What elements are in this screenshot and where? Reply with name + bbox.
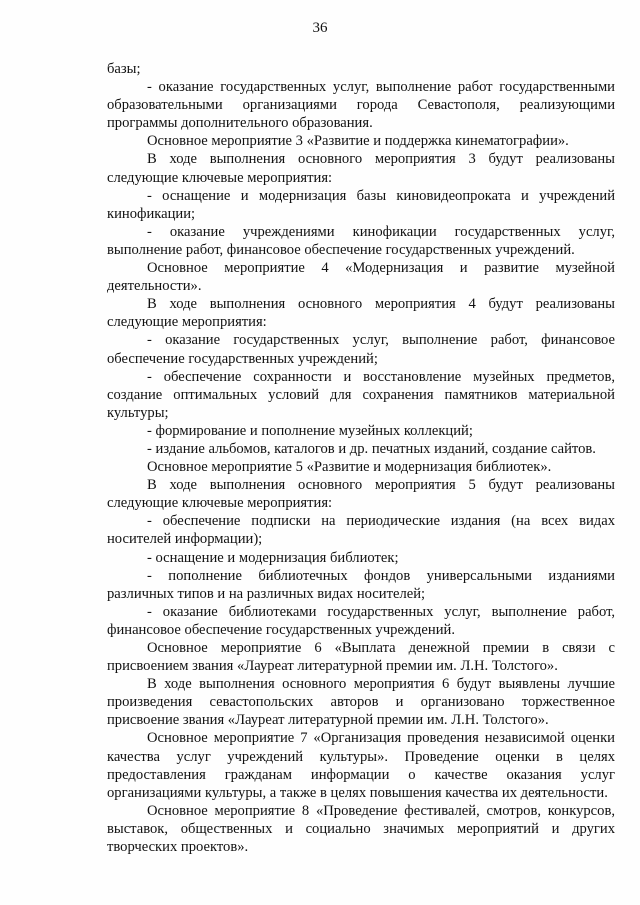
list-item: - пополнение библиотечных фондов универсальными изданиями различных типов и на различных видах носителей; <box>107 567 615 602</box>
paragraph: В ходе выполнения основного мероприятия 5 будут реализованы следующие ключевые мероприятия: <box>107 477 615 512</box>
section-heading: Основное мероприятие 7 «Организация проведения независимой оценки качества услуг учреждений культуры». Проведение оценки в целях предоставления гражданам информации о качестве оказания услуг организациями культуры, а также в целях повышения качества их деятельности. <box>107 730 615 801</box>
list-item: - оказание государственных услуг, выполнение работ государственными образовательными организациями города Севастополя, реализующими программы дополнительного образования. <box>107 79 615 132</box>
section-heading: Основное мероприятие 4 «Модернизация и развитие музейной деятельности». <box>107 260 615 295</box>
paragraph: В ходе выполнения основного мероприятия 6 будут выявлены лучшие произведения севастопольских авторов и организовано торжественное присвоение звания «Лауреат литературной премии им. Л.Н. Толстого». <box>107 676 615 729</box>
list-item: - формирование и пополнение музейных коллекций; <box>147 422 473 439</box>
section-heading: Основное мероприятие 5 «Развитие и модернизация библиотек». <box>147 459 552 476</box>
list-item: - оказание учреждениями кинофикации государственных услуг, выполнение работ, финансовое обеспечение государственных учреждений. <box>107 223 615 258</box>
list-item: - оказание библиотеками государственных услуг, выполнение работ, финансовое обеспечение государственных учреждений. <box>107 603 615 638</box>
document-body <box>107 60 615 856</box>
list-item: - обеспечение подписки на периодические издания (на всех видах носителей информации); <box>107 513 615 548</box>
section-heading: Основное мероприятие 6 «Выплата денежной премии в связи с присвоением звания «Лауреат литературной премии им. Л.Н. Толстого». <box>107 640 615 675</box>
section-heading: Основное мероприятие 3 «Развитие и поддержка кинематографии». <box>147 133 569 150</box>
paragraph: В ходе выполнения основного мероприятия 3 будут реализованы следующие ключевые мероприятия: <box>107 151 615 186</box>
section-heading: Основное мероприятие 8 «Проведение фестивалей, смотров, конкурсов, выставок, общественных и социально значимых мероприятий и других творческих проектов». <box>107 802 615 856</box>
list-item: - оснащение и модернизация базы киновидеопроката и учреждений кинофикации; <box>107 187 615 222</box>
list-item: - издание альбомов, каталогов и др. печатных изданий, создание сайтов. <box>147 440 596 457</box>
paragraph: базы; <box>107 61 141 77</box>
list-item: - обеспечение сохранности и восстановление музейных предметов, создание оптимальных условий для сохранения памятников материальной культуры; <box>107 368 615 421</box>
list-item: - оснащение и модернизация библиотек; <box>147 549 399 566</box>
paragraph: В ходе выполнения основного мероприятия 4 будут реализованы следующие мероприятия: <box>107 296 615 331</box>
page-number: 36 <box>312 20 328 36</box>
list-item: - оказание государственных услуг, выполнение работ, финансовое обеспечение государственных учреждений; <box>107 332 615 367</box>
